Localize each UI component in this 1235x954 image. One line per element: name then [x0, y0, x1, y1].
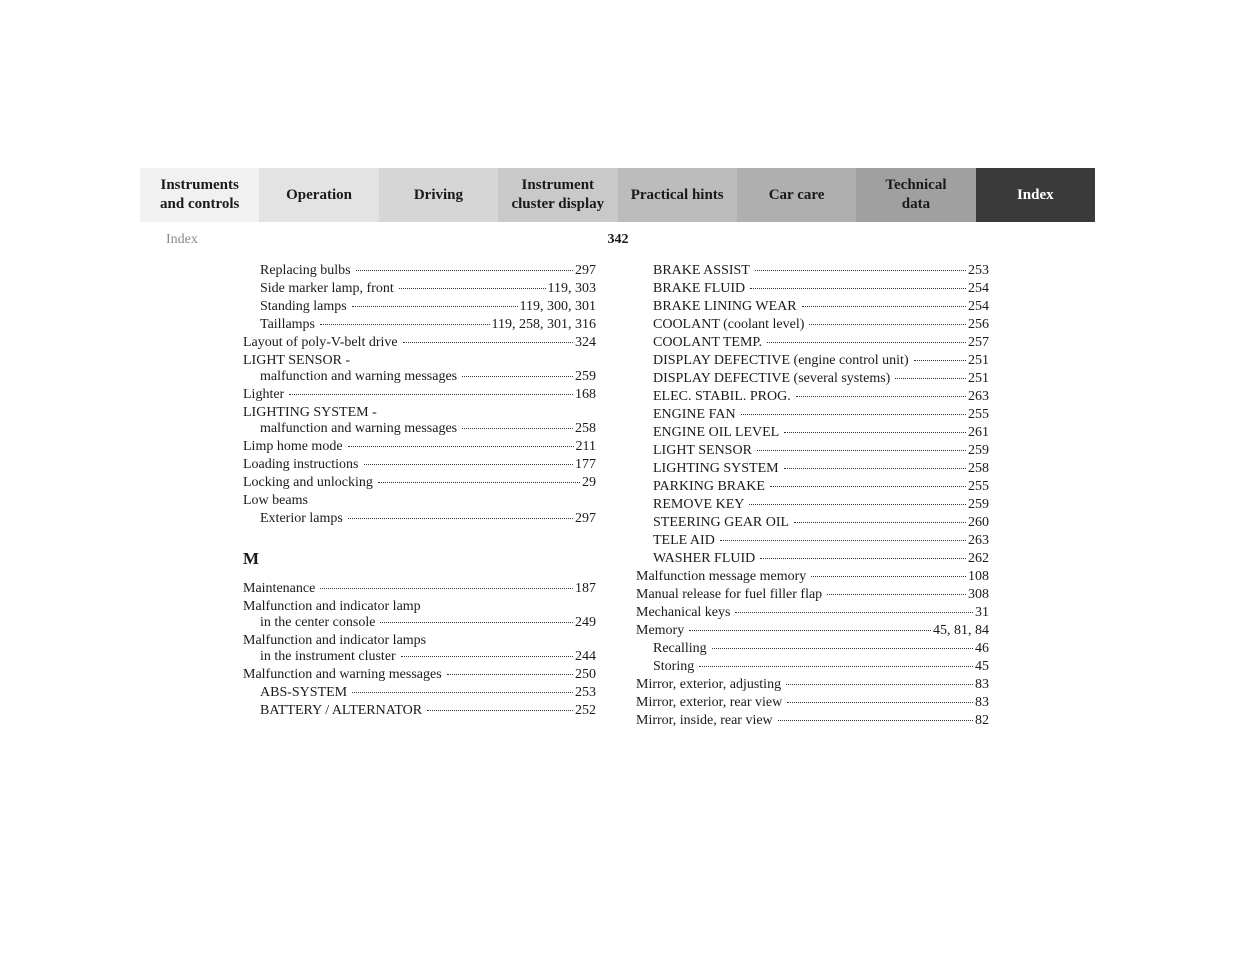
page-reference[interactable]: 119, 300, 301: [519, 299, 596, 314]
dot-leader: [320, 324, 490, 325]
dot-leader: [364, 464, 574, 465]
index-term: Mirror, inside, rear view: [636, 713, 773, 728]
index-term: WASHER FLUID: [653, 551, 756, 566]
page-reference[interactable]: 251: [968, 353, 989, 368]
index-term: malfunction and warning messages: [260, 421, 458, 436]
page-reference[interactable]: 308: [968, 587, 989, 602]
index-entry[interactable]: [636, 622, 989, 640]
dot-leader: [749, 504, 966, 505]
dot-leader: [755, 270, 966, 271]
index-entry[interactable]: [636, 478, 989, 496]
index-entry[interactable]: [636, 424, 989, 442]
index-term: ENGINE FAN: [653, 407, 736, 422]
tab-car-care[interactable]: Car care: [737, 168, 856, 222]
page-reference[interactable]: 255: [968, 479, 989, 494]
page-reference[interactable]: 253: [968, 263, 989, 278]
dot-leader: [699, 666, 973, 667]
tab-instrument-cluster-display[interactable]: Instrument cluster display: [498, 168, 617, 222]
page-reference[interactable]: 177: [575, 457, 596, 472]
index-letter-heading: M: [243, 549, 260, 568]
page-reference[interactable]: 259: [575, 369, 596, 384]
index-entry[interactable]: [636, 640, 989, 658]
index-entry[interactable]: [243, 404, 596, 438]
index-term: LIGHT SENSOR: [653, 443, 752, 458]
index-entry[interactable]: [243, 474, 596, 492]
index-term: Low beams: [243, 493, 308, 508]
page-reference[interactable]: 119, 258, 301, 316: [491, 317, 596, 332]
index-entry[interactable]: [243, 510, 596, 528]
page-reference[interactable]: 257: [968, 335, 989, 350]
index-term: Limp home mode: [243, 439, 343, 454]
page-reference[interactable]: 187: [575, 581, 596, 596]
page-reference[interactable]: 211: [575, 439, 596, 454]
page-reference[interactable]: 254: [968, 281, 989, 296]
index-term: Storing: [653, 659, 695, 674]
index-term: Recalling: [653, 641, 707, 656]
dot-leader: [689, 630, 931, 631]
index-term: LIGHTING SYSTEM -: [243, 405, 377, 420]
dot-leader: [784, 468, 966, 469]
dot-leader: [770, 486, 966, 487]
index-entry[interactable]: [636, 658, 989, 676]
index-entry[interactable]: [636, 532, 989, 550]
index-term: Replacing bulbs: [260, 263, 351, 278]
index-term: Mirror, exterior, rear view: [636, 695, 783, 710]
tab-technical-data[interactable]: Technical data: [856, 168, 975, 222]
page-reference[interactable]: 168: [575, 387, 596, 402]
tab-practical-hints[interactable]: Practical hints: [618, 168, 737, 222]
page-reference[interactable]: 29: [582, 475, 596, 490]
index-entry[interactable]: [636, 262, 989, 280]
index-entry[interactable]: [243, 456, 596, 474]
page-reference[interactable]: 119, 303: [547, 281, 596, 296]
index-entry[interactable]: [243, 298, 596, 316]
index-term: LIGHT SENSOR -: [243, 353, 351, 368]
index-entry[interactable]: [243, 438, 596, 456]
index-entry[interactable]: [636, 334, 989, 352]
index-term: BRAKE LINING WEAR: [653, 299, 797, 314]
page-reference[interactable]: 253: [575, 685, 596, 700]
page-reference[interactable]: 254: [968, 299, 989, 314]
page-reference[interactable]: 297: [575, 511, 596, 526]
dot-leader: [750, 288, 966, 289]
index-term: TELE AID: [653, 533, 715, 548]
index-term: Exterior lamps: [260, 511, 343, 526]
index-term: Mirror, exterior, adjusting: [636, 677, 782, 692]
index-entry[interactable]: [243, 280, 596, 298]
index-entry[interactable]: [243, 702, 596, 720]
index-entry[interactable]: [636, 676, 989, 694]
page-reference[interactable]: 250: [575, 667, 596, 682]
index-entry[interactable]: [243, 352, 596, 386]
dot-leader: [352, 306, 518, 307]
page-reference[interactable]: 251: [968, 371, 989, 386]
index-entry[interactable]: [636, 298, 989, 316]
dot-leader: [380, 622, 573, 623]
index-entry[interactable]: [636, 316, 989, 334]
index-term: LIGHTING SYSTEM: [653, 461, 779, 476]
index-entry[interactable]: [636, 694, 989, 712]
index-term: Mechanical keys: [636, 605, 731, 620]
index-term: Standing lamps: [260, 299, 347, 314]
index-term: COOLANT TEMP.: [653, 335, 763, 350]
tab-index[interactable]: Index: [976, 168, 1095, 222]
index-term: Malfunction and indicator lamp: [243, 599, 421, 614]
dot-leader: [401, 656, 573, 657]
dot-leader: [348, 518, 573, 519]
index-entry[interactable]: [243, 316, 596, 334]
page-reference[interactable]: 252: [575, 703, 596, 718]
dot-leader: [348, 446, 574, 447]
dot-leader: [794, 522, 966, 523]
index-term: Layout of poly-V-belt drive: [243, 335, 398, 350]
index-term: COOLANT (coolant level): [653, 317, 805, 332]
tab-operation[interactable]: Operation: [259, 168, 378, 222]
index-term: Memory: [636, 623, 685, 638]
index-term: Manual release for fuel filler flap: [636, 587, 823, 602]
dot-leader: [399, 288, 546, 289]
dot-leader: [757, 450, 966, 451]
page-reference[interactable]: 83: [975, 695, 989, 710]
index-entry[interactable]: [243, 666, 596, 684]
tab-instruments-and-controls[interactable]: Instruments and controls: [140, 168, 259, 222]
dot-leader: [735, 612, 973, 613]
index-entry[interactable]: [636, 460, 989, 478]
section-label: Index: [166, 232, 198, 247]
index-term: ABS-SYSTEM: [260, 685, 348, 700]
page-reference[interactable]: 297: [575, 263, 596, 278]
dot-leader: [741, 414, 966, 415]
index-term: Maintenance: [243, 581, 316, 596]
dot-leader: [320, 588, 573, 589]
dot-leader: [712, 648, 973, 649]
page-reference[interactable]: 255: [968, 407, 989, 422]
index-term: PARKING BRAKE: [653, 479, 765, 494]
index-term: in the instrument cluster: [260, 649, 396, 664]
dot-leader: [760, 558, 966, 559]
index-column-left: [243, 262, 596, 720]
dot-leader: [356, 270, 573, 271]
page-reference[interactable]: 108: [968, 569, 989, 584]
index-entry[interactable]: [636, 442, 989, 460]
index-entry[interactable]: [243, 262, 596, 280]
dot-leader: [767, 342, 966, 343]
dot-leader: [895, 378, 966, 379]
index-term: BRAKE FLUID: [653, 281, 746, 296]
page-reference[interactable]: 249: [575, 615, 596, 630]
dot-leader: [784, 432, 966, 433]
index-entry[interactable]: [243, 580, 596, 598]
page-reference[interactable]: 31: [975, 605, 989, 620]
page-reference[interactable]: 258: [968, 461, 989, 476]
dot-leader: [447, 674, 573, 675]
page-reference[interactable]: 45: [975, 659, 989, 674]
page-reference[interactable]: 256: [968, 317, 989, 332]
dot-leader: [809, 324, 966, 325]
dot-leader: [289, 394, 573, 395]
dot-leader: [462, 376, 573, 377]
index-term: in the center console: [260, 615, 376, 630]
dot-leader: [378, 482, 580, 483]
page-reference[interactable]: 324: [575, 335, 596, 350]
page-reference[interactable]: 259: [968, 443, 989, 458]
index-term: ELEC. STABIL. PROG.: [653, 389, 791, 404]
index-entry[interactable]: [636, 370, 989, 388]
index-entry[interactable]: [243, 334, 596, 352]
index-term: ENGINE OIL LEVEL: [653, 425, 780, 440]
index-entry[interactable]: [636, 280, 989, 298]
dot-leader: [802, 306, 966, 307]
index-term: malfunction and warning messages: [260, 369, 458, 384]
dot-leader: [914, 360, 966, 361]
index-entry[interactable]: [636, 586, 989, 604]
page-reference[interactable]: 82: [975, 713, 989, 728]
page-number: 342: [607, 232, 629, 247]
dot-leader: [720, 540, 966, 541]
index-term: Malfunction and warning messages: [243, 667, 442, 682]
index-entry[interactable]: [636, 712, 989, 730]
index-entry[interactable]: [636, 550, 989, 568]
index-entry[interactable]: [636, 388, 989, 406]
index-term: Taillamps: [260, 317, 316, 332]
page-reference[interactable]: 259: [968, 497, 989, 512]
dot-leader: [427, 710, 573, 711]
index-entry[interactable]: [636, 406, 989, 424]
page-reference[interactable]: 263: [968, 389, 989, 404]
page-reference[interactable]: 263: [968, 533, 989, 548]
chapter-tab-bar: [140, 168, 1095, 222]
index-term: Lighter: [243, 387, 285, 402]
index-term: DISPLAY DEFECTIVE (engine control unit): [653, 353, 909, 368]
page-reference[interactable]: 244: [575, 649, 596, 664]
page-reference[interactable]: 260: [968, 515, 989, 530]
page-reference[interactable]: 83: [975, 677, 989, 692]
index-entry[interactable]: [243, 684, 596, 702]
dot-leader: [787, 702, 973, 703]
index-term: STEERING GEAR OIL: [653, 515, 790, 530]
index-entry[interactable]: [636, 514, 989, 532]
tab-driving[interactable]: Driving: [379, 168, 498, 222]
dot-leader: [796, 396, 966, 397]
index-entry[interactable]: [243, 598, 596, 632]
index-term: DISPLAY DEFECTIVE (several systems): [653, 371, 891, 386]
dot-leader: [786, 684, 973, 685]
index-entry[interactable]: [636, 568, 989, 586]
dot-leader: [352, 692, 573, 693]
dot-leader: [811, 576, 966, 577]
index-term: BATTERY / ALTERNATOR: [260, 703, 423, 718]
index-entry[interactable]: [243, 632, 596, 666]
index-entry[interactable]: [636, 604, 989, 622]
index-column-right: [636, 262, 989, 730]
page-reference[interactable]: 46: [975, 641, 989, 656]
index-term: Malfunction and indicator lamps: [243, 633, 427, 648]
index-term: BRAKE ASSIST: [653, 263, 750, 278]
index-entry[interactable]: [243, 492, 596, 510]
index-term: Locking and unlocking: [243, 475, 373, 490]
index-term: Loading instructions: [243, 457, 359, 472]
index-entry[interactable]: [243, 386, 596, 404]
page-reference[interactable]: 258: [575, 421, 596, 436]
index-entry[interactable]: [636, 496, 989, 514]
page-reference[interactable]: 262: [968, 551, 989, 566]
dot-leader: [403, 342, 573, 343]
page-reference[interactable]: 45, 81, 84: [933, 623, 989, 638]
index-term: Side marker lamp, front: [260, 281, 394, 296]
dot-leader: [462, 428, 573, 429]
index-term: REMOVE KEY: [653, 497, 745, 512]
page-reference[interactable]: 261: [968, 425, 989, 440]
dot-leader: [778, 720, 973, 721]
index-term: Malfunction message memory: [636, 569, 807, 584]
dot-leader: [827, 594, 966, 595]
index-entry[interactable]: [636, 352, 989, 370]
